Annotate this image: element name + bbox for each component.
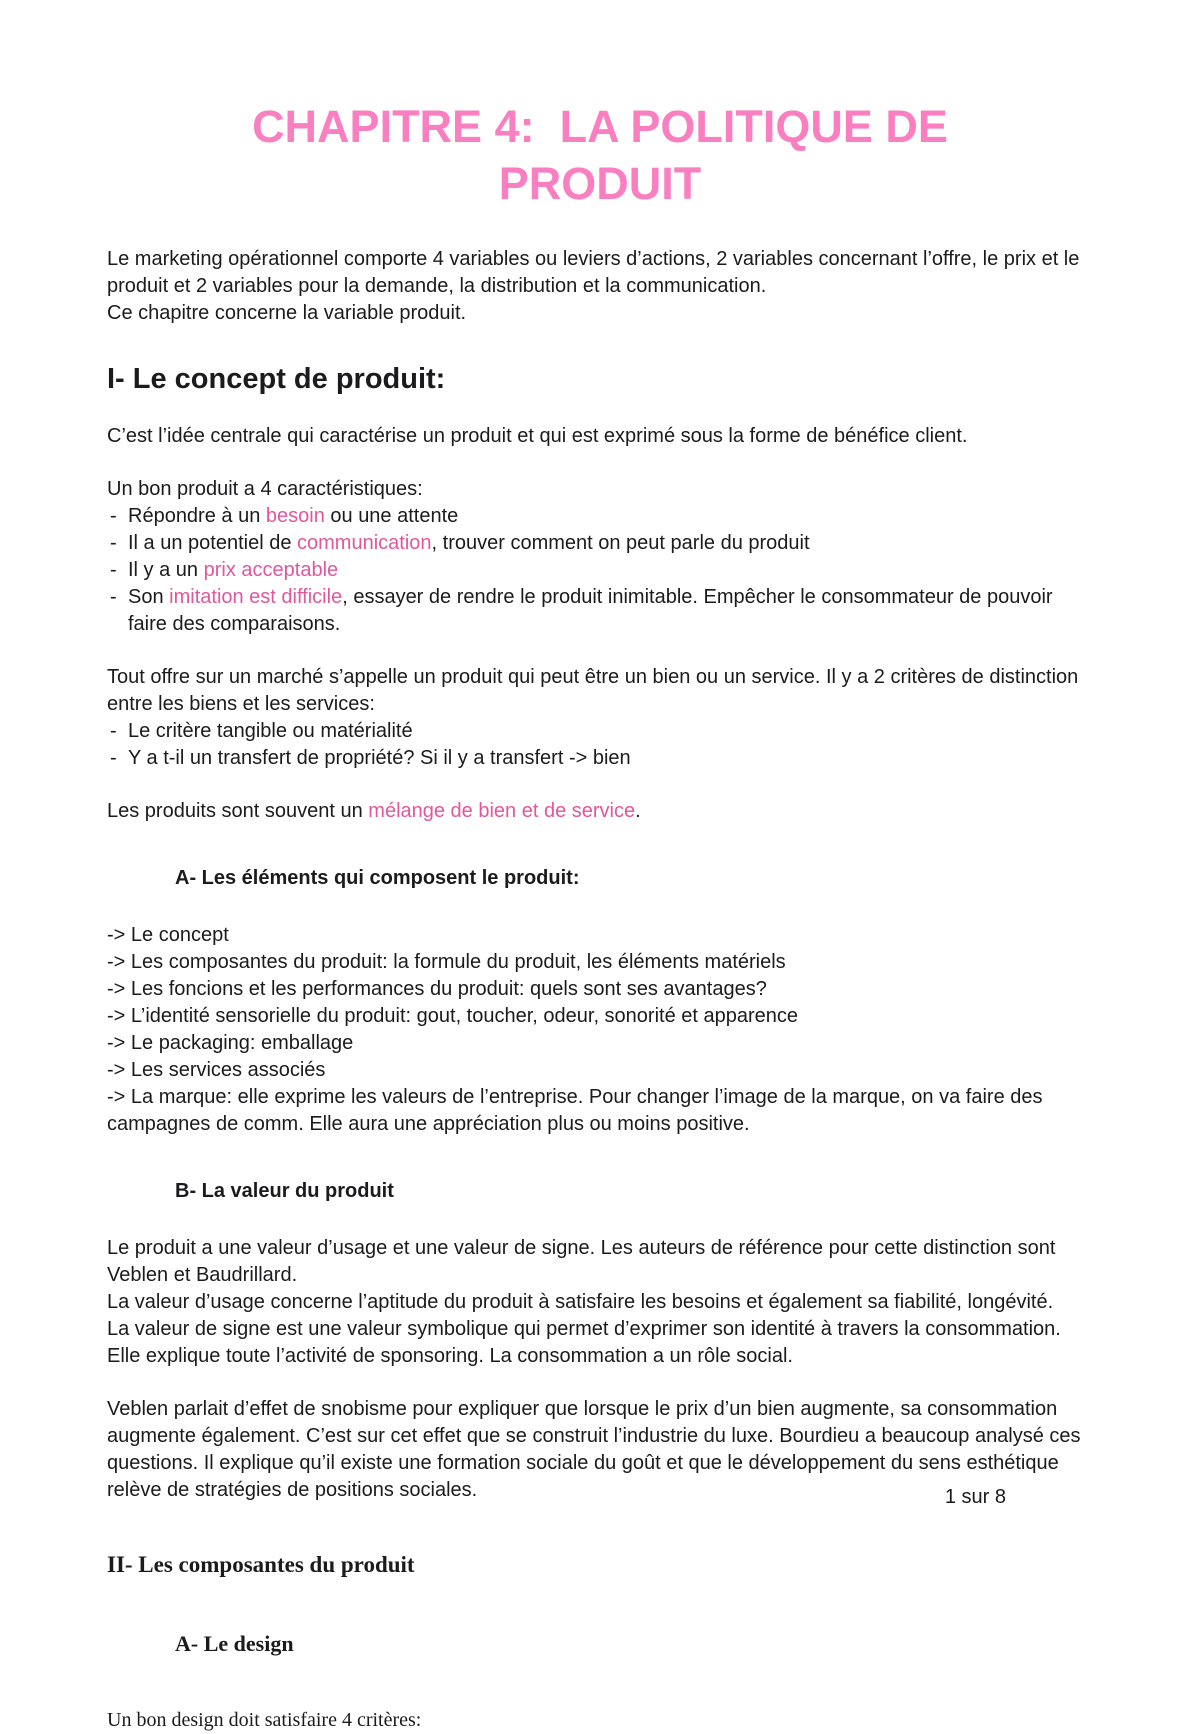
bullet-item [107, 503, 1093, 530]
highlighted-keyword: communication [297, 532, 432, 554]
arrow-list-item: -> La marque: elle exprime les valeurs de l’entreprise. Pour changer l’image de la marque, on va faire des campagnes de comm. Elle aura une appréciation plus ou moins positive. [107, 1086, 1049, 1135]
arrow-list-item: -> Les foncions et les performances du produit: quels sont ses avantages? [107, 978, 767, 1000]
criteria-block [107, 664, 1093, 772]
text-segment: Il a un potentiel de [128, 532, 298, 554]
paragraph-text: La valeur de signe est une valeur symbolique qui permet d’exprimer son identité à travers la consommation. Elle explique toute l’activité de sponsoring. La consommation a un rôle social. [107, 1318, 1067, 1367]
subsection-heading-valeur: B- La valeur du produit [175, 1180, 394, 1202]
paragraph-text [107, 798, 1093, 825]
bullet-item [107, 745, 1093, 772]
arrow-list-item: -> Le concept [107, 924, 229, 946]
text-segment: Y a t-il un transfert de propriété? Si il y a transfert -> bien [128, 747, 631, 769]
text-segment: Répondre à un [128, 505, 266, 527]
highlighted-keyword: imitation est difficile [169, 586, 343, 608]
intro-paragraph [107, 246, 1093, 327]
intro-text: Le marketing opérationnel comporte 4 variables ou leviers d’actions, 2 variables concernant l’offre, le prix et le produit et 2 variables pour la demande, la distribution et la communication. [107, 248, 1085, 297]
page-title-line-1: CHAPITRE 4: LA POLITIQUE DE [252, 101, 948, 152]
arrow-list-item: -> L’identité sensorielle du produit: gout, toucher, odeur, sonorité et apparence [107, 1005, 799, 1027]
design-paragraph [107, 1707, 1093, 1734]
paragraph-text: C’est l’idée centrale qui caractérise un produit et qui est exprimé sous la forme de bénéfice client. [107, 425, 968, 447]
paragraph [107, 423, 1093, 450]
arrow-list [107, 922, 1093, 1138]
text-segment: , essayer de rendre le produit inimitable. Empêcher le consommateur de pouvoir faire des comparaisons. [128, 586, 1053, 635]
text-segment: Il y a un [128, 559, 204, 581]
paragraph-text: La valeur d’usage concerne l’aptitude du produit à satisfaire les besoins et également sa fiabilité, longévité. [107, 1291, 1054, 1313]
intro-text-line: Ce chapitre concerne la variable produit. [107, 302, 467, 324]
text-segment: ou une attente [324, 505, 459, 527]
subsection-heading-design: A- Le design [175, 1631, 294, 1656]
highlighted-keyword: besoin [265, 505, 325, 527]
text-segment: Les produits sont souvent un [107, 800, 369, 822]
page-title [107, 98, 1093, 212]
highlighted-keyword: mélange de bien et de service [368, 800, 636, 822]
text-segment: Son [128, 586, 170, 608]
paragraph-text: Le produit a une valeur d’usage et une valeur de signe. Les auteurs de référence pour cette distinction sont Veblen et Baudrillard. [107, 1237, 1061, 1286]
bullet-item [107, 530, 1093, 557]
highlighted-keyword: prix acceptable [203, 559, 339, 581]
characteristics-block [107, 476, 1093, 638]
arrow-list-item: -> Les services associés [107, 1059, 326, 1081]
page-number: 1 sur 8 [944, 1486, 1006, 1508]
paragraph-text: Un bon produit a 4 caractéristiques: [107, 478, 423, 500]
section-heading-composantes: II- Les composantes du produit [107, 1552, 415, 1577]
paragraph [107, 798, 1093, 825]
valeur-paragraph [107, 1235, 1093, 1370]
bullet-item [107, 718, 1093, 745]
paragraph-text: Un bon design doit satisfaire 4 critères: [107, 1709, 422, 1731]
bullet-item [107, 557, 1093, 584]
text-segment: , trouver comment on peut parle du produit [431, 532, 810, 554]
text-segment: Le critère tangible ou matérialité [128, 720, 413, 742]
page-title-line-2: PRODUIT [498, 158, 702, 209]
paragraph-text: Veblen parlait d’effet de snobisme pour expliquer que lorsque le prix d’un bien augmente, sa consommation augmente également. C’est sur cet effet que se construit l’industrie du luxe. Bourdieu a beaucoup analysé ces questions. Il explique qu’il existe une formation sociale du goût et que le développement du sens esthétique relève de stratégies de positions sociales. [107, 1398, 1087, 1501]
section-heading-concept: I- Le concept de produit: [107, 363, 446, 395]
arrow-list-item: -> Les composantes du produit: la formule du produit, les éléments matériels [107, 951, 786, 973]
arrow-list-item: -> Le packaging: emballage [107, 1032, 354, 1054]
text-segment: . [635, 800, 641, 822]
subsection-heading-elements: A- Les éléments qui composent le produit: [175, 867, 580, 889]
paragraph-text: Tout offre sur un marché s’appelle un produit qui peut être un bien ou un service. Il y a 2 critères de distinction entre les biens et les services: [107, 666, 1084, 715]
bullet-item [107, 584, 1093, 638]
